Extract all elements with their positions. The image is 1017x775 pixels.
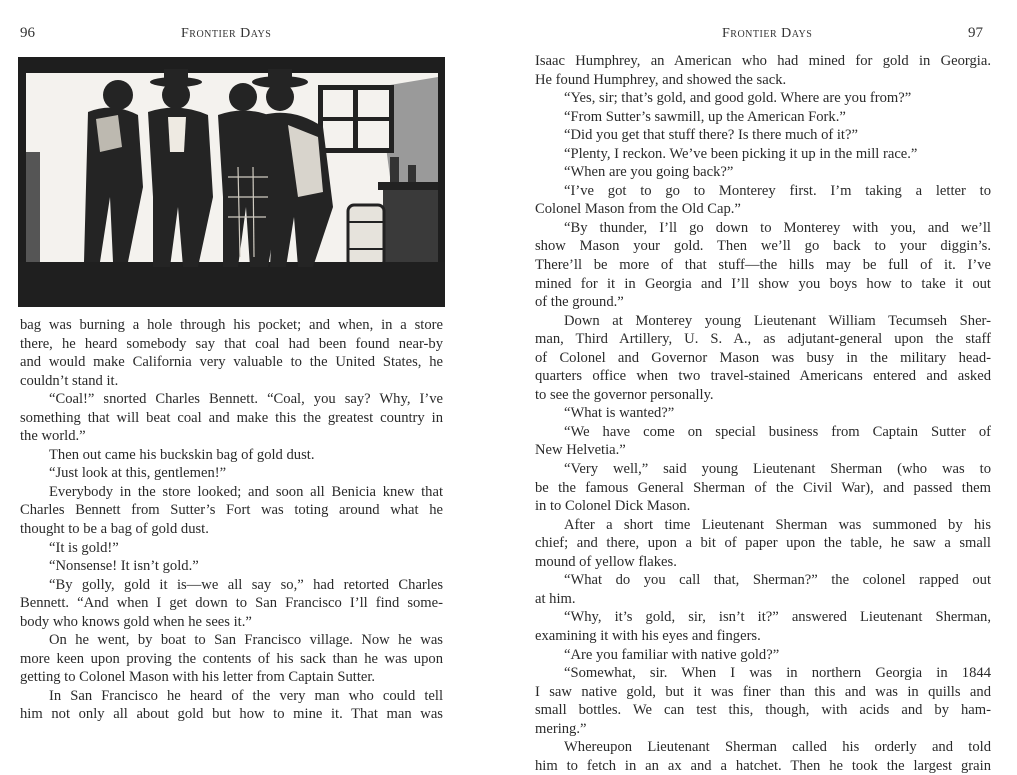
text-line: I saw native gold, but it was finer than this and was in quills and (535, 683, 991, 700)
text-line: show Mason your gold. Then we’ll go back to your diggin’s. (535, 238, 991, 255)
text-line: “I’ve got to go to Monterey first. I’m taking a letter to (564, 182, 991, 199)
text-line: “Plenty, I reckon. We’ve been picking it up in the mill race.” (564, 145, 918, 162)
text-line: man, Third Artillery, U. S. A., as adjutant-general upon the staff (535, 331, 991, 348)
text-line: couldn’t stand it. (20, 372, 119, 389)
text-line: In San Francisco he heard of the very man who could tell (49, 687, 443, 704)
text-line: He found Humphrey, and showed the sack. (535, 71, 787, 88)
text-line: “Very well,” said young Lieutenant Sherman (who was to (564, 461, 991, 478)
text-line: “Why, it’s gold, sir, isn’t it?” answered Lieutenant Sherman, (564, 609, 991, 626)
text-line: “When are you going back?” (564, 164, 734, 181)
text-line: mering.” (535, 720, 587, 737)
body-text (535, 52, 991, 775)
text-line: mound of yellow flakes. (535, 553, 677, 570)
text-line: “Nonsense! It isn’t gold.” (49, 558, 199, 575)
text-line: “What is wanted?” (564, 405, 675, 422)
text-line: “What do you call that, Sherman?” the colonel rapped out (564, 572, 991, 589)
text-line: “We have come on special business from Captain Sutter of (564, 423, 991, 440)
right-page (520, 0, 1017, 774)
text-line: of the ground.” (535, 294, 624, 311)
text-line: small bottles. We can test this, though, with acids and by ham- (535, 702, 991, 719)
text-line: at him. (535, 590, 576, 607)
text-line: body who knows gold when he sees it.” (20, 613, 252, 630)
illustration (18, 57, 445, 307)
text-line: mined for it in Georgia and I’ll show you boys how to take it out (535, 275, 991, 292)
text-line: there, he heard somebody say that coal had been found near-by (20, 335, 443, 352)
text-line: New Helvetia.” (535, 442, 626, 459)
page-number: 97 (968, 25, 983, 41)
text-line: to see the governor personally. (535, 386, 714, 403)
text-line: Everybody in the store looked; and soon all Benicia knew that (49, 483, 443, 500)
text-line: and would make California very valuable to the United States, he (20, 354, 443, 371)
text-line: quarters office when two travel-stained Americans entered and asked (535, 368, 991, 385)
text-line: “By thunder, I’ll go down to Monterey with you, and we’ll (564, 219, 991, 236)
text-line: of Colonel and Governor Mason was busy in the military head- (535, 349, 991, 366)
text-line: On he went, by boat to San Francisco village. Now he was (49, 632, 443, 649)
body-text (20, 316, 443, 724)
text-line: Down at Monterey young Lieutenant William Tecumseh Sher- (564, 312, 991, 329)
text-line: chief; and there, upon a bit of paper upon the table, he saw a small (535, 535, 991, 552)
text-line: “Somewhat, sir. When I was in northern Georgia in 1844 (564, 665, 991, 682)
left-page (0, 0, 500, 723)
text-line: the world.” (20, 428, 86, 445)
text-line: “From Sutter’s sawmill, up the American Fork.” (564, 108, 846, 125)
text-line: bag was burning a hole through his pocket; and when, in a store (20, 317, 443, 333)
page-number: 96 (20, 25, 35, 41)
text-line: “Just look at this, gentlemen!” (49, 465, 227, 482)
text-line: thought to be a bag of gold dust. (20, 521, 209, 538)
text-line: Isaac Humphrey, an American who had mined for gold in Georgia. (535, 53, 991, 69)
text-line: “It is gold!” (49, 539, 119, 556)
text-line: him to fetch in an ax and a hatchet. Then he took the largest grain (535, 757, 991, 774)
text-line: After a short time Lieutenant Sherman was summoned by his (564, 516, 991, 533)
text-line: “Did you get that stuff there? Is there much of it?” (564, 127, 858, 144)
text-line: something that will beat coal and make this the greatest country in (20, 409, 443, 426)
text-line: Whereupon Lieutenant Sherman called his orderly and told (564, 739, 991, 756)
text-line: in to Colonel Dick Mason. (535, 498, 691, 515)
text-line: “Are you familiar with native gold?” (564, 646, 780, 663)
text-line: more keen upon proving the contents of his sack than he was upon (20, 650, 443, 667)
text-line: be the famous General Sherman of the Civil War), and passed them (535, 479, 991, 496)
text-line: getting to Colonel Mason with his letter from Captain Sutter. (20, 669, 376, 686)
illustration-miners-examining-gold-icon (18, 57, 445, 307)
text-line: examining it with his eyes and fingers. (535, 627, 761, 644)
running-head: Frontier Days (722, 26, 813, 41)
text-line: Colonel Mason from the Old Cap.” (535, 201, 741, 218)
text-line: There’ll be more of that stuff—the hills may be full of it. I’ve (535, 257, 991, 274)
text-line: him not only all about gold but how to mine it. That man was (20, 706, 443, 723)
text-line: Then out came his buckskin bag of gold dust. (49, 446, 315, 463)
running-head: Frontier Days (181, 26, 272, 41)
text-line: Bennett. “And when I get down to San Francisco I’ll find some- (20, 595, 443, 612)
text-line: “Yes, sir; that’s gold, and good gold. Where are you from?” (564, 90, 912, 107)
text-line: “By golly, gold it is—we all say so,” had retorted Charles (49, 576, 443, 593)
text-line: Charles Bennett from Sutter’s Fort was toting around what he (20, 502, 443, 519)
text-line: “Coal!” snorted Charles Bennett. “Coal, you say? Why, I’ve (49, 391, 443, 408)
